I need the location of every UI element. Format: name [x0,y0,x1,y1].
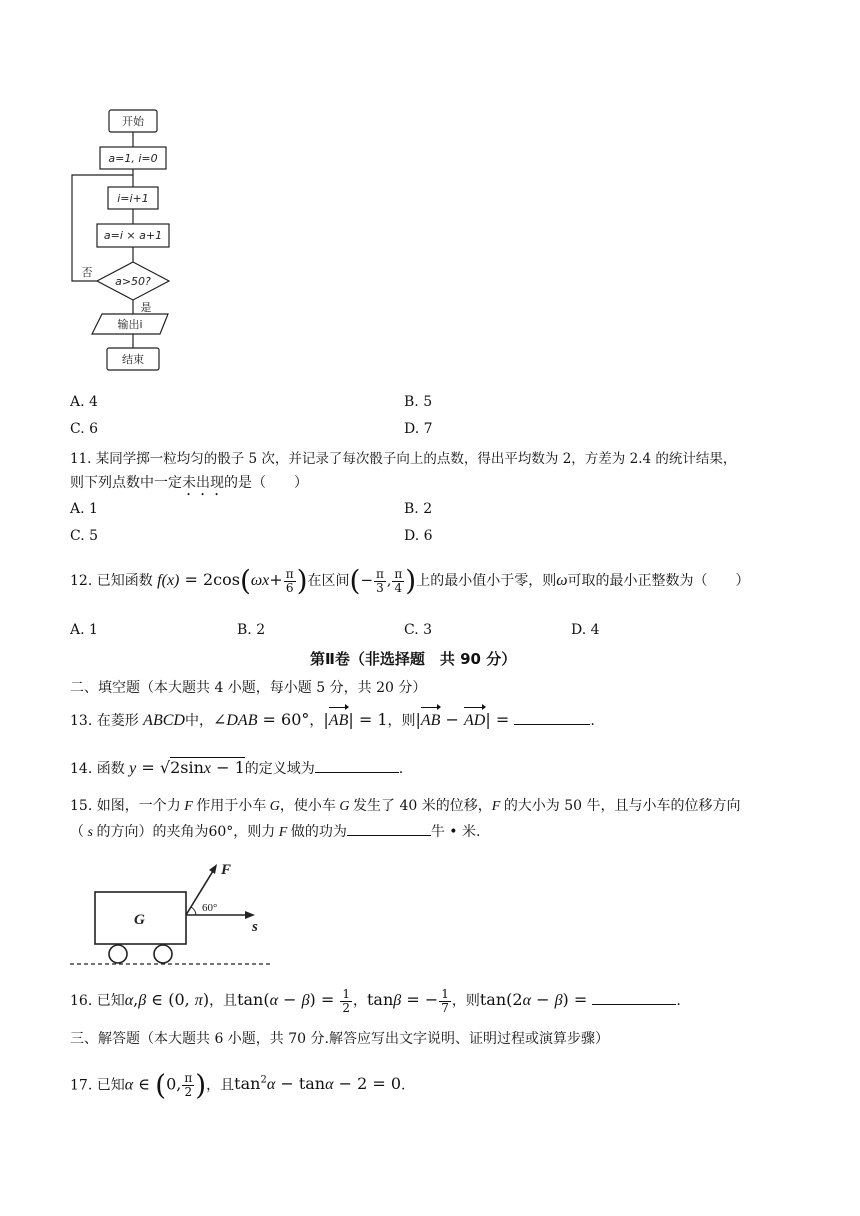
q16-b: ， [353,993,367,1009]
q11-option-b: B. 2 [404,501,433,517]
q14-answer-blank [315,758,399,773]
q16-end: . [676,993,681,1009]
q15-stem-line1: 15. 如图，一个力 F 作用于小车 G，使小车 G 发生了 40 米的位移，F 的大小为 50 牛，且与小车的位移方向 [70,798,741,814]
q12-option-c: C. 3 [404,622,433,638]
flow-step1-text: i=i+1 [117,192,149,205]
q12-formula: f(x) [157,572,180,589]
q15-l2-d: 牛 • 米. [430,824,481,840]
q13-mid: 中， [184,713,213,729]
fig-angle-label: 60° [202,902,218,914]
q15-l2-a: 的方向）的夹角为 [96,824,209,840]
q15-l2-b: ，则力 [233,824,276,840]
q16-c: ，则 [451,993,480,1009]
q15-l1-d: 的大小为 50 牛，且与小车的位移方向 [503,798,741,814]
q10-option-b: B. 5 [404,394,433,410]
q11-option-d: D. 6 [404,528,433,544]
q15-l2-c: 做的功为 [290,824,347,840]
q15-answer-blank [347,821,431,836]
q13-mid2: ， [309,713,324,729]
flow-step2-text: a=i × a+1 [103,229,163,242]
q12-post: 上的最小值小于零，则 [416,573,557,589]
q14-post: 的定义域为 [244,761,315,777]
q11-stem-line1: 11. 某同学掷一粒均匀的骰子 5 次，并记录了每次骰子向上的点数，得出平均数为 2，方差为 2.4 的统计结果， [70,451,737,467]
q10-option-d: D. 7 [404,421,433,437]
q13-post: . [590,713,595,729]
fig-force-label: F [221,862,232,878]
fig-cart-label: G [134,912,145,928]
q11-line2-post: 的是（ ） [224,475,308,491]
cart-force-diagram [65,855,280,970]
flow-yes-label: 是 [140,301,152,314]
fig-displacement-label: s [252,919,258,935]
q13-pre: 13. 在菱形 [70,713,139,729]
flow-cond-text: a>50? [115,275,151,288]
q17-stem: 17. 已知α ∈ (0, $\frac{\pi}{2}$ )，且$\tan^2\alpha - \tan\alpha - 2 = 0$. [70,1068,406,1102]
q16-answer-blank [592,990,676,1005]
q12-option-d: D. 4 [571,622,600,638]
q17-mid: ，且 [206,1077,235,1094]
q16-a: ，且 [209,993,238,1009]
q14-stem: 14. 函数 y = √2sinx − 1的定义域为 . [70,758,404,777]
q16-pre: 16. 已知 [70,993,125,1009]
q12-num: 12. 已知函数 [70,573,153,589]
q11-line2-emphasis: 未出现 [182,475,224,491]
q15-stem-line2: （ s 的方向）的夹角为60°，则力 F 做的功为 牛 • 米. [70,821,480,841]
q15-l2-pre: （ [70,824,84,840]
section2-heading: 二、填空题（本大题共 4 小题，每小题 5 分，共 20 分） [70,680,427,696]
q11-option-a: A. 1 [70,501,98,517]
q13-answer-blank [514,710,590,725]
q16-stem: 16. 已知α,β ∈ (0, π)，且tan(α − β) = $\frac{1}{2}$ ，tanβ = − $\frac{1}{7}$ ，则tan(2α − β) = . [70,986,681,1015]
q15-l1-b: ，使小车 [279,798,336,814]
flowchart [60,100,190,380]
flow-init-text: a=1, i=0 [108,152,158,165]
q15-l1-pre: 15. 如图，一个力 [70,798,181,814]
q14-end: . [398,761,404,777]
q13-stem: 13. 在菱形 ABCD中，∠DAB = 60°，|AB| = 1，则|AB − AD| = . [70,708,595,733]
q17-end: . [401,1077,406,1094]
q11-option-c: C. 5 [70,528,99,544]
q13-mid3: ，则 [387,713,416,729]
q12-option-b: B. 2 [237,622,266,638]
q12-stem: 12. 已知函数 f(x) = 2cos(ωx+ $\frac{\pi}{6}$ )在区间(− $\frac{\pi}{3}$ , $\frac{\pi}{4}$ )上的最小值小于零，则ω可取的最小正整数为（ ） [70,564,750,597]
q12-mid: 在区间 [307,573,350,589]
flow-no-label: 否 [81,266,93,279]
q10-option-c: C. 6 [70,421,99,437]
q15-l1-c: 发生了 40 米的位移， [353,798,492,814]
flow-start-text: 开始 [122,115,144,128]
q15-l1-a: 作用于小车 [196,798,267,814]
q14-pre: 14. 函数 [70,761,125,777]
flow-output-text: 输出i [117,318,143,331]
q12-option-a: A. 1 [70,622,98,638]
flow-end-text: 结束 [122,353,144,366]
q10-option-a: A. 4 [70,394,98,410]
q17-pre: 17. 已知 [70,1077,125,1094]
q11-stem-line2 [70,472,308,499]
q11-line2-pre: 则下列点数中一定 [70,475,182,491]
q12-post2: 可取的最小正整数为（ ） [567,573,750,589]
part2-title: 第Ⅱ卷（非选择题 共 90 分） [310,650,517,668]
section3-heading: 三、解答题（本大题共 6 小题，共 70 分.解答应写出文字说明、证明过程或演算步骤） [70,1031,609,1047]
